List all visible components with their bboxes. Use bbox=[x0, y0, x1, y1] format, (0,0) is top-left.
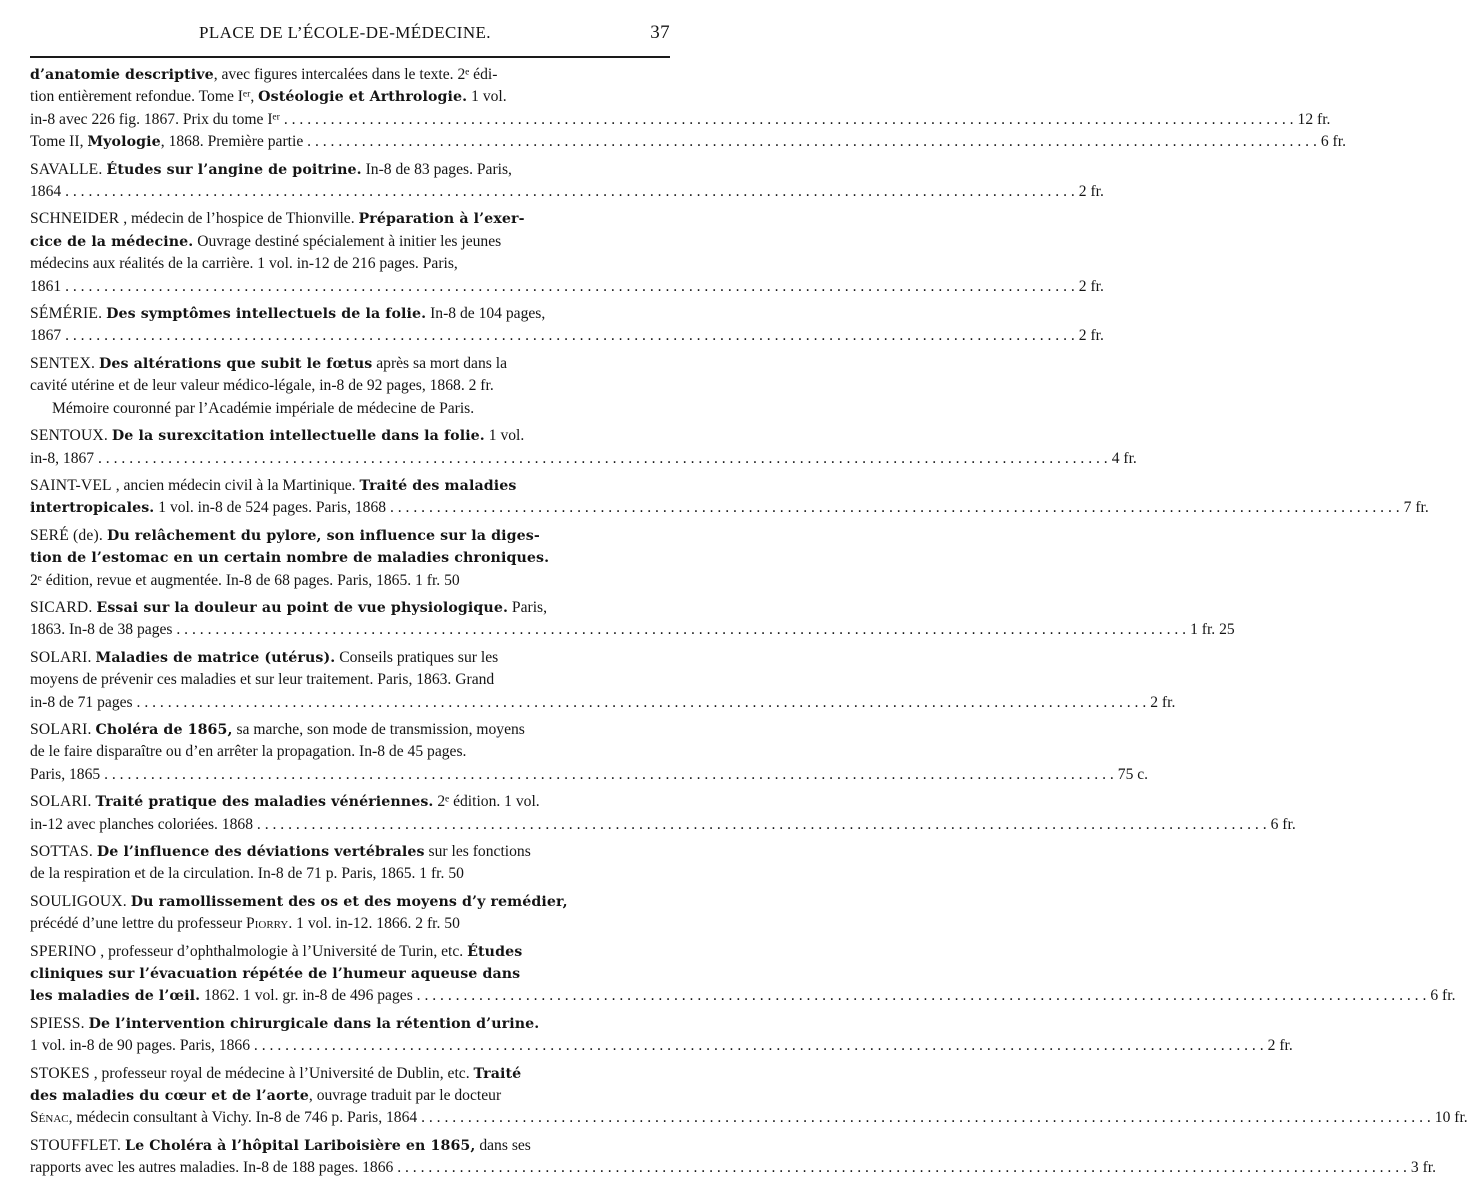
entry-line bbox=[30, 863, 670, 885]
entry-line bbox=[30, 597, 670, 619]
description-text: Paris, 1865 bbox=[30, 765, 101, 783]
description-text: , médecin de l’hospice de Thionville. bbox=[123, 210, 359, 228]
line-text bbox=[52, 400, 474, 417]
entry-line bbox=[30, 841, 670, 863]
line-text bbox=[30, 1159, 1407, 1176]
description-text: sur les fonctions bbox=[424, 843, 531, 860]
book-title: Traité bbox=[473, 1065, 522, 1082]
line-text bbox=[30, 621, 1186, 638]
entry-line bbox=[30, 159, 670, 181]
book-title: Choléra de 1865, bbox=[95, 721, 233, 738]
description-text: In-8 de 83 pages. Paris, bbox=[361, 160, 512, 178]
entry-line bbox=[30, 692, 1176, 714]
entry-line bbox=[30, 109, 1331, 131]
book-title: Ostéologie et Arthrologie. bbox=[258, 89, 468, 106]
description-text: Ouvrage destiné spécialement à initier les jeunes bbox=[193, 232, 502, 250]
catalog-entry bbox=[30, 1063, 1468, 1130]
description-text: . 1 vol. in-12. 1866. 2 fr. 50 bbox=[288, 915, 460, 933]
price: 6 fr. bbox=[1430, 987, 1456, 1005]
book-title: Études bbox=[467, 943, 523, 960]
book-title: De la surexcitation intellectuelle dans la folie. bbox=[111, 428, 485, 445]
author-name: SENTEX. bbox=[30, 354, 96, 372]
author-name: SÉMÉRIE. bbox=[30, 305, 103, 323]
author-name: SCHNEIDER bbox=[30, 210, 120, 228]
author-name: SOLARI. bbox=[30, 720, 92, 738]
author-name: STOUFFLET. bbox=[30, 1136, 122, 1154]
description-text: in-8 de 71 pages bbox=[30, 693, 133, 711]
description-text: Paris, bbox=[508, 598, 548, 616]
entry-line bbox=[30, 791, 670, 813]
author-name: SOULIGOUX. bbox=[30, 892, 127, 910]
entry-line bbox=[30, 1157, 1437, 1179]
line-text bbox=[30, 766, 1114, 783]
author-name: SENTOUX. bbox=[30, 427, 108, 445]
catalog-entries bbox=[30, 64, 1468, 1180]
author-name: SOTTAS. bbox=[30, 843, 93, 860]
entry-line bbox=[30, 231, 670, 253]
price: 10 fr. bbox=[1434, 1109, 1468, 1127]
description-text: médecins aux réalités de la carrière. 1 vol. in-12 de 216 pages. Paris, bbox=[30, 255, 458, 273]
description-text: sa marche, son mode de transmission, moyens bbox=[232, 720, 525, 738]
description-text: , professeur d’ophthalmologie à l’Université de Turin, etc. bbox=[100, 942, 468, 960]
entry-line bbox=[30, 913, 670, 935]
line-text bbox=[30, 183, 1075, 200]
line-text bbox=[30, 721, 525, 738]
author-small-caps: Piorry bbox=[246, 915, 289, 933]
catalog-entry bbox=[30, 425, 1137, 470]
entry-line bbox=[30, 1013, 670, 1035]
catalog-entry bbox=[30, 719, 1149, 786]
entry-line bbox=[30, 525, 670, 547]
description-text: moyens de prévenir ces maladies et sur leur traitement. Paris, 1863. Grand bbox=[30, 671, 495, 689]
line-text bbox=[30, 599, 547, 616]
entry-line bbox=[30, 647, 670, 669]
catalog-entry bbox=[30, 647, 1176, 714]
entry-line bbox=[30, 814, 1296, 836]
page-number: 37 bbox=[650, 22, 670, 43]
catalog-entry bbox=[30, 159, 1104, 204]
entry-line bbox=[30, 181, 1104, 203]
line-text bbox=[30, 133, 1317, 150]
price: 7 fr. bbox=[1403, 499, 1429, 517]
line-text bbox=[30, 743, 466, 760]
description-text: , 1868. Première partie bbox=[160, 133, 304, 151]
catalog-entry bbox=[30, 1135, 1437, 1180]
entry-line bbox=[30, 276, 1104, 298]
line-text bbox=[30, 88, 507, 105]
description-text: dans ses bbox=[475, 1136, 531, 1154]
book-title: d’anatomie descriptive bbox=[30, 67, 214, 83]
entry-line bbox=[30, 941, 670, 963]
running-title: PLACE DE L’ÉCOLE-DE-MÉDECINE. bbox=[199, 23, 491, 42]
author-name: SPERINO bbox=[30, 942, 97, 960]
line-text bbox=[30, 355, 507, 372]
description-text: cavité utérine et de leur valeur médico-légale, in-8 de 92 pages, 1868. 2 fr. bbox=[30, 377, 494, 395]
description-text: 1861 bbox=[30, 277, 62, 295]
line-text bbox=[30, 1109, 1431, 1126]
price: 4 fr. bbox=[1111, 449, 1137, 467]
entry-line bbox=[30, 353, 670, 375]
entry-line bbox=[30, 475, 670, 497]
description-text: , ouvrage traduit par le docteur bbox=[308, 1087, 502, 1105]
description-text: in-12 avec planches coloriées. 1868 bbox=[30, 815, 253, 833]
book-title: Traité des maladies bbox=[359, 477, 517, 494]
description-text: de la respiration et de la circulation. In-8 de 71 p. Paris, 1865. 1 fr. 50 bbox=[30, 865, 464, 883]
description-text: tion entièrement refondue. Tome Iᵉʳ, bbox=[30, 88, 259, 106]
description-text: de le faire disparaître ou d’en arrêter la propagation. In-8 de 45 pages. bbox=[30, 743, 467, 761]
line-text bbox=[30, 305, 545, 322]
line-text bbox=[30, 255, 458, 272]
description-text: Mémoire couronné par l’Académie impériale de médecine de Paris. bbox=[52, 399, 475, 417]
entry-line bbox=[30, 619, 1235, 641]
entry-line bbox=[30, 1035, 1293, 1057]
book-title: tion de l’estomac en un certain nombre de maladies chroniques. bbox=[30, 550, 550, 567]
description-text: 1 vol. in-8 de 524 pages. Paris, 1868 bbox=[154, 499, 387, 517]
page bbox=[30, 22, 1468, 1185]
author-small-caps: Sénac bbox=[30, 1109, 69, 1127]
entry-line bbox=[30, 325, 1104, 347]
price: 6 fr. bbox=[1270, 815, 1296, 833]
line-text bbox=[30, 327, 1075, 344]
entry-line bbox=[30, 891, 670, 913]
entry-line bbox=[30, 764, 1149, 786]
book-title: Le Choléra à l’hôpital Lariboisière en 1865, bbox=[125, 1137, 476, 1154]
author-name: SICARD. bbox=[30, 598, 93, 616]
line-text bbox=[30, 161, 512, 178]
price: 75 c. bbox=[1117, 765, 1149, 783]
book-title: intertropicales. bbox=[30, 500, 155, 517]
price: 2 fr. bbox=[1150, 693, 1176, 711]
catalog-entry bbox=[30, 1013, 1293, 1058]
description-text: , médecin consultant à Vichy. In-8 de 746 p. Paris, 1864 bbox=[68, 1109, 418, 1127]
description-text: In-8 de 104 pages, bbox=[426, 305, 546, 323]
line-text bbox=[30, 377, 494, 394]
line-text bbox=[30, 943, 522, 960]
description-text: 1863. In-8 de 38 pages bbox=[30, 621, 173, 639]
line-text bbox=[30, 793, 540, 810]
catalog-entry bbox=[30, 941, 1456, 1008]
description-text: après sa mort dans la bbox=[372, 354, 507, 372]
catalog-entry bbox=[30, 303, 1104, 348]
entry-line bbox=[30, 985, 1456, 1007]
description-text: 1 vol. in-8 de 90 pages. Paris, 1866 bbox=[30, 1037, 251, 1055]
author-name: SERÉ (de). bbox=[30, 526, 104, 544]
line-text bbox=[30, 1037, 1264, 1054]
catalog-entry bbox=[30, 891, 670, 936]
line-text bbox=[30, 987, 1426, 1004]
description-text: 1 vol. bbox=[484, 427, 525, 445]
entry-line bbox=[30, 208, 670, 230]
line-text bbox=[30, 694, 1146, 711]
description-text: in-8 avec 226 fig. 1867. Prix du tome Iᵉʳ bbox=[30, 110, 280, 128]
book-title: Du ramollissement des os et des moyens d’y remédier, bbox=[130, 893, 568, 910]
line-text bbox=[30, 649, 498, 666]
line-text bbox=[30, 278, 1075, 295]
entry-line bbox=[30, 1107, 1468, 1129]
description-text: Tome II, bbox=[30, 133, 88, 151]
book-title: Des symptômes intellectuels de la folie. bbox=[106, 306, 427, 323]
catalog-entry bbox=[30, 208, 1104, 298]
author-name: SAVALLE. bbox=[30, 160, 103, 178]
line-text bbox=[30, 816, 1267, 833]
line-text bbox=[30, 965, 520, 982]
entry-line bbox=[30, 375, 670, 397]
line-text bbox=[30, 1065, 521, 1082]
description-text: , professeur royal de médecine à l’Université de Dublin, etc. bbox=[93, 1064, 474, 1082]
entry-line bbox=[30, 64, 670, 86]
line-text bbox=[30, 499, 1400, 516]
book-title: des maladies du cœur et de l’aorte bbox=[30, 1088, 309, 1105]
price: 2 fr. bbox=[1078, 327, 1104, 345]
catalog-entry bbox=[30, 475, 1429, 520]
line-text bbox=[30, 893, 568, 910]
price: 2 fr. bbox=[1267, 1037, 1293, 1055]
entry-line bbox=[30, 131, 1346, 153]
price: 3 fr. bbox=[1410, 1159, 1437, 1177]
entry-line bbox=[30, 448, 1137, 470]
book-title: De l’intervention chirurgicale dans la rétention d’urine. bbox=[88, 1015, 540, 1032]
entry-line bbox=[30, 1135, 670, 1157]
catalog-entry bbox=[30, 525, 670, 592]
line-text bbox=[30, 671, 494, 688]
price: 2 fr. bbox=[1078, 277, 1104, 295]
description-text: rapports avec les autres maladies. In-8 de 188 pages. 1866 bbox=[30, 1159, 394, 1177]
author-name: STOKES bbox=[30, 1064, 90, 1082]
line-text bbox=[30, 450, 1108, 467]
entry-line bbox=[30, 1063, 670, 1085]
book-title: Myologie bbox=[87, 134, 161, 151]
line-text bbox=[30, 477, 516, 494]
entry-line bbox=[30, 253, 670, 275]
price: 2 fr. bbox=[1078, 183, 1104, 201]
description-text: Conseils pratiques sur les bbox=[335, 648, 499, 666]
line-text bbox=[30, 111, 1294, 128]
author-name: SAINT-VEL bbox=[30, 476, 112, 494]
book-title: Maladies de matrice (utérus). bbox=[95, 649, 336, 666]
price: 12 fr. bbox=[1297, 110, 1331, 128]
catalog-entry bbox=[30, 597, 1235, 642]
line-text bbox=[30, 843, 531, 860]
book-title: Du relâchement du pylore, son influence sur la diges- bbox=[106, 527, 540, 544]
book-title: Études sur l’angine de poitrine. bbox=[106, 161, 362, 178]
description-text: 1 vol. bbox=[467, 88, 507, 106]
description-text: 2ᵉ édition. 1 vol. bbox=[433, 793, 540, 811]
entry-line bbox=[30, 547, 670, 569]
line-text bbox=[30, 66, 497, 83]
description-text: , ancien médecin civil à la Martinique. bbox=[115, 476, 360, 494]
line-text bbox=[30, 210, 525, 227]
line-text bbox=[30, 527, 540, 544]
entry-line bbox=[30, 425, 670, 447]
entry-line bbox=[52, 398, 670, 420]
entry-line bbox=[30, 669, 670, 691]
book-title: De l’influence des déviations vertébrales bbox=[96, 844, 425, 860]
entry-line bbox=[30, 303, 670, 325]
line-text bbox=[30, 549, 549, 566]
author-name: SOLARI. bbox=[30, 793, 92, 811]
line-text bbox=[30, 233, 501, 250]
line-text bbox=[30, 1137, 531, 1154]
line-text bbox=[30, 572, 460, 589]
catalog-entry bbox=[30, 791, 1296, 836]
line-text bbox=[30, 1087, 501, 1104]
book-title: cliniques sur l’évacuation répétée de l’humeur aqueuse dans bbox=[30, 966, 521, 983]
author-name: SOLARI. bbox=[30, 648, 92, 666]
running-header bbox=[30, 22, 670, 58]
description-text: in-8, 1867 bbox=[30, 449, 95, 467]
price: 1 fr. 25 bbox=[1190, 621, 1235, 639]
description-text: 1862. 1 vol. gr. in-8 de 496 pages bbox=[200, 987, 413, 1005]
price: 6 fr. bbox=[1320, 133, 1346, 151]
entry-line bbox=[30, 741, 670, 763]
book-title: Traité pratique des maladies vénériennes. bbox=[95, 794, 434, 811]
book-title: Des altérations que subit le fœtus bbox=[98, 355, 373, 372]
entry-line bbox=[30, 719, 670, 741]
entry-line bbox=[30, 570, 670, 592]
catalog-entry bbox=[30, 353, 670, 420]
book-title: les maladies de l’œil. bbox=[30, 988, 201, 1005]
catalog-entry bbox=[30, 64, 1346, 154]
line-text bbox=[30, 1015, 539, 1032]
description-text: 1867 bbox=[30, 327, 62, 345]
description-text: précédé d’une lettre du professeur bbox=[30, 915, 247, 933]
book-title: cice de la médecine. bbox=[30, 233, 194, 250]
entry-line bbox=[30, 1085, 670, 1107]
catalog-entry bbox=[30, 841, 670, 886]
author-name: SPIESS. bbox=[30, 1014, 85, 1032]
description-text: 1864 bbox=[30, 183, 62, 201]
description-text: 2ᵉ édition, revue et augmentée. In-8 de 68 pages. Paris, 1865. 1 fr. 50 bbox=[30, 571, 460, 589]
line-text bbox=[30, 427, 524, 444]
description-text: , avec figures intercalées dans le texte. 2ᵉ édi- bbox=[213, 66, 498, 83]
line-text bbox=[30, 865, 464, 882]
line-text bbox=[30, 915, 460, 932]
entry-line bbox=[30, 963, 670, 985]
entry-line bbox=[30, 497, 1429, 519]
book-title: Préparation à l’exer- bbox=[358, 211, 525, 228]
book-title: Essai sur la douleur au point de vue physiologique. bbox=[96, 599, 509, 616]
entry-line bbox=[30, 86, 670, 108]
